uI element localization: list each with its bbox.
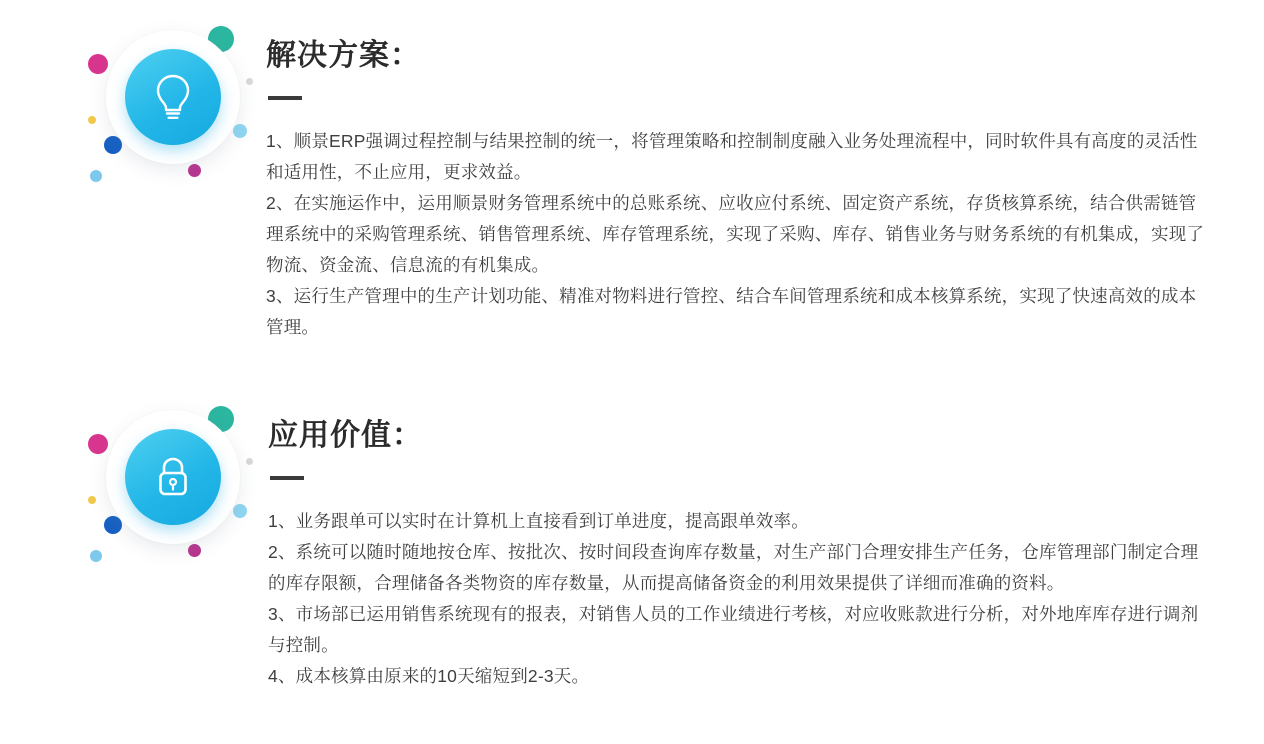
section-solution	[0, 18, 1264, 343]
paragraph: 3、运行生产管理中的生产计划功能、精准对物料进行管控、结合车间管理系统和成本核算系统，实现了快速高效的成本管理。	[266, 286, 1197, 337]
decorative-dot-sky	[90, 550, 102, 562]
section-value-content	[268, 398, 1208, 692]
section-value-body	[268, 506, 1208, 692]
decorative-dot-lightblue	[233, 504, 247, 518]
page-title-value: 应用价值：	[268, 419, 423, 452]
icon-cluster-solution	[78, 18, 268, 208]
paragraph: 2、系统可以随时随地按仓库、按批次、按时间段查询库存数量，对生产部门合理安排生产任务，仓库管理部门制定合理的库存限额，合理储备各类物资的库存数量，从而提高储备资金的利用效果提供了详细而准确的资料。	[268, 542, 1199, 593]
section-solution-content	[266, 18, 1206, 343]
decorative-dot-yellow	[88, 496, 96, 504]
decorative-dot-grey	[246, 78, 253, 85]
decorative-dot-sky	[90, 170, 102, 182]
decorative-dot-plum	[188, 164, 201, 177]
lock-icon	[125, 429, 221, 525]
paragraph: 1、顺景ERP强调过程控制与结果控制的统一，将管理策略和控制制度融入业务处理流程中，同时软件具有高度的灵活性和适用性，不止应用，更求效益。	[266, 131, 1198, 182]
icon-cluster-value	[78, 398, 268, 588]
decorative-dot-lightblue	[233, 124, 247, 138]
heading-rule	[268, 96, 302, 100]
lightbulb-icon	[125, 49, 221, 145]
paragraph: 3、市场部已运用销售系统现有的报表，对销售人员的工作业绩进行考核，对应收账款进行分析，对外地库库存进行调剂与控制。	[268, 604, 1199, 655]
page-title-solution: 解决方案：	[266, 39, 421, 72]
paragraph: 2、在实施运作中，运用顺景财务管理系统中的总账系统、应收应付系统、固定资产系统，存货核算系统，结合供需链管理系统中的采购管理系统、销售管理系统、库存管理系统，实现了采购、库存、销售业务与财务系统的有机集成，实现了物流、资金流、信息流的有机集成。	[266, 193, 1205, 275]
decorative-dot-blue	[104, 516, 122, 534]
heading-rule	[270, 476, 304, 480]
section-value	[0, 398, 1264, 692]
decorative-dot-grey	[246, 458, 253, 465]
decorative-dot-magenta	[88, 54, 108, 74]
paragraph: 1、业务跟单可以实时在计算机上直接看到订单进度，提高跟单效率。	[268, 511, 809, 531]
decorative-dot-yellow	[88, 116, 96, 124]
decorative-dot-magenta	[88, 434, 108, 454]
decorative-dot-plum	[188, 544, 201, 557]
paragraph: 4、成本核算由原来的10天缩短到2-3天。	[268, 666, 590, 686]
section-solution-body	[266, 126, 1206, 343]
decorative-dot-blue	[104, 136, 122, 154]
